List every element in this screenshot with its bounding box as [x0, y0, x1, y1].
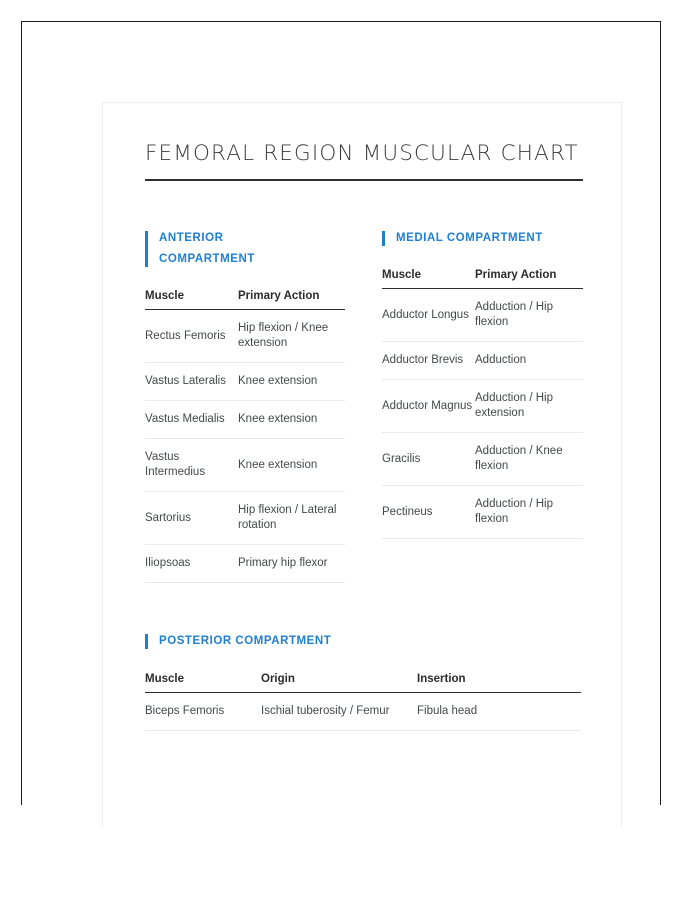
column-header-insertion: Insertion — [417, 673, 581, 693]
column-header-muscle: Muscle — [145, 673, 261, 693]
table-row — [145, 492, 345, 545]
cell-muscle: Adductor Brevis — [382, 342, 475, 380]
posterior-compartment-section — [145, 631, 581, 731]
anterior-compartment-section — [145, 228, 345, 583]
cell-action: Adduction / Hip extension — [475, 380, 583, 433]
cell-action: Adduction / Hip flexion — [475, 486, 583, 539]
posterior-section-heading — [145, 631, 581, 652]
cell-muscle: Iliopsoas — [145, 545, 238, 583]
table-row — [382, 433, 583, 486]
column-gap — [345, 228, 382, 583]
posterior-heading-label: POSTERIOR COMPARTMENT — [159, 635, 332, 647]
title-underline — [145, 179, 583, 181]
cell-muscle: Rectus Femoris — [145, 310, 238, 363]
table-row — [382, 342, 583, 380]
cell-action: Knee extension — [238, 401, 345, 439]
column-header-muscle: Muscle — [382, 269, 475, 289]
table-header-row — [382, 269, 583, 289]
column-header-muscle: Muscle — [145, 290, 238, 310]
table-row — [145, 363, 345, 401]
page-frame — [21, 21, 661, 805]
cell-insertion: Fibula head — [417, 693, 581, 731]
cell-muscle: Pectineus — [382, 486, 475, 539]
table-header-row — [145, 673, 581, 693]
table-row — [145, 310, 345, 363]
column-header-primary-action: Primary Action — [238, 290, 345, 310]
anterior-table — [145, 290, 345, 583]
table-row — [382, 486, 583, 539]
cell-action: Hip flexion / Knee extension — [238, 310, 345, 363]
table-row — [145, 545, 345, 583]
anterior-heading-label: ANTERIOR COMPARTMENT — [159, 232, 255, 265]
medial-section-heading — [382, 228, 583, 249]
accent-bar-icon — [145, 231, 148, 267]
page-title: FEMORAL REGION MUSCULAR CHART — [145, 141, 579, 166]
table-row — [382, 289, 583, 342]
cell-action: Adduction / Knee flexion — [475, 433, 583, 486]
document-card — [102, 102, 622, 827]
cell-muscle: Adductor Magnus — [382, 380, 475, 433]
medial-compartment-section — [382, 228, 583, 583]
anterior-section-heading — [145, 228, 255, 270]
accent-bar-icon — [145, 634, 148, 649]
posterior-table — [145, 673, 581, 731]
cell-action: Hip flexion / Lateral rotation — [238, 492, 345, 545]
cell-muscle: Adductor Longus — [382, 289, 475, 342]
medial-heading-label: MEDIAL COMPARTMENT — [396, 232, 543, 244]
cell-action: Primary hip flexor — [238, 545, 345, 583]
cell-muscle: Gracilis — [382, 433, 475, 486]
table-row — [382, 380, 583, 433]
cell-muscle: Sartorius — [145, 492, 238, 545]
table-row — [145, 401, 345, 439]
cell-muscle: Vastus Lateralis — [145, 363, 238, 401]
column-header-origin: Origin — [261, 673, 417, 693]
table-row — [145, 693, 581, 731]
cell-action: Knee extension — [238, 439, 345, 492]
cell-muscle: Vastus Medialis — [145, 401, 238, 439]
cell-action: Knee extension — [238, 363, 345, 401]
table-header-row — [145, 290, 345, 310]
cell-action: Adduction — [475, 342, 583, 380]
column-header-primary-action: Primary Action — [475, 269, 583, 289]
compartment-columns — [145, 228, 581, 583]
table-row — [145, 439, 345, 492]
accent-bar-icon — [382, 231, 385, 246]
cell-origin: Ischial tuberosity / Femur — [261, 693, 417, 731]
medial-table — [382, 269, 583, 539]
cell-action: Adduction / Hip flexion — [475, 289, 583, 342]
cell-muscle: Vastus Intermedius — [145, 439, 238, 492]
cell-muscle: Biceps Femoris — [145, 693, 261, 731]
